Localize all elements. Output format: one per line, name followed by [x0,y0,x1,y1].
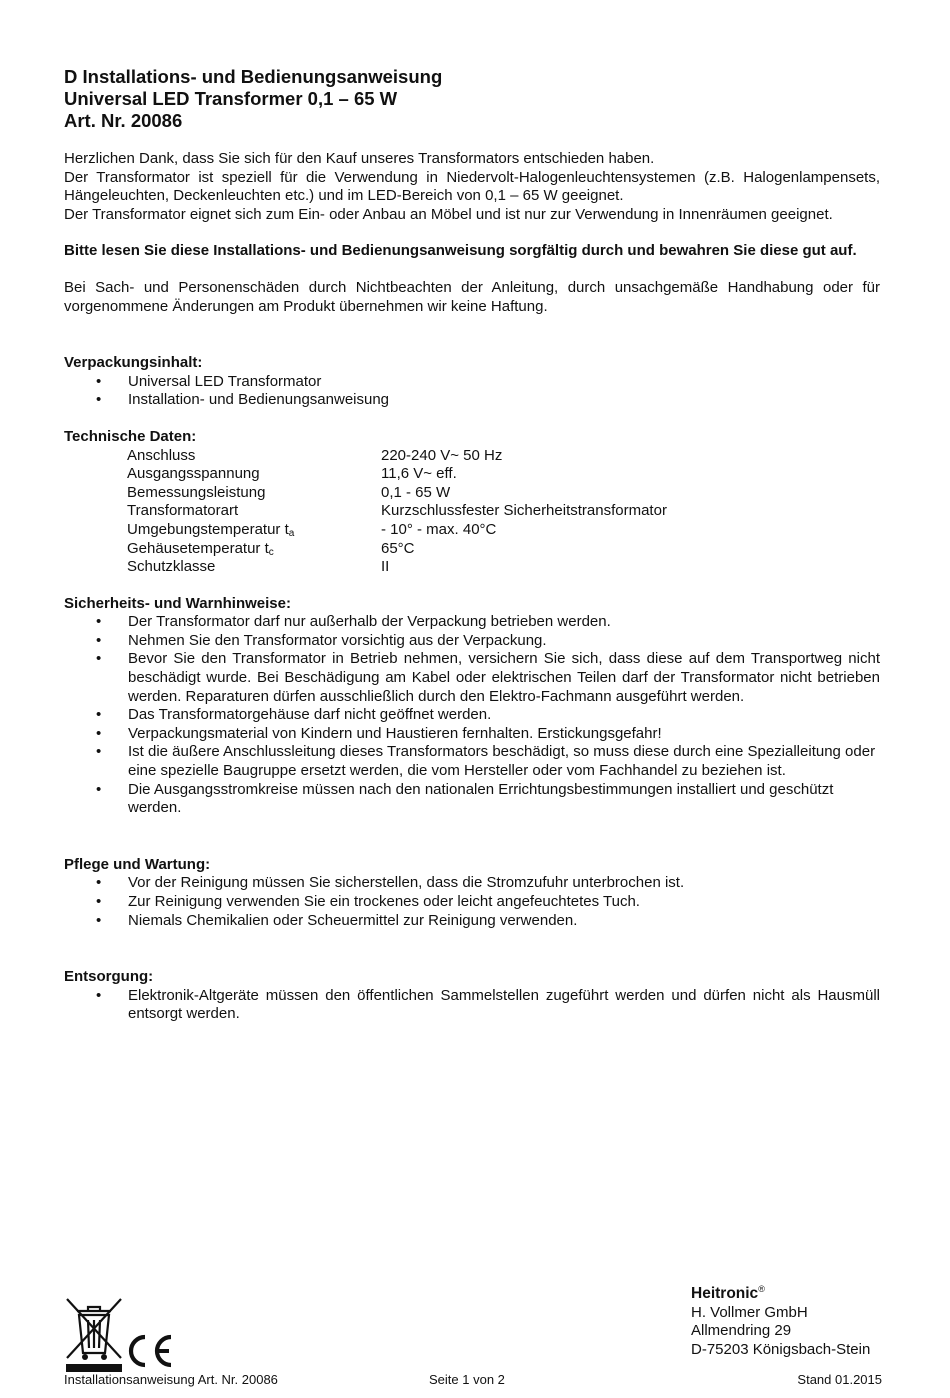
title-line-2: Universal LED Transformer 0,1 – 65 W [64,88,398,109]
bullet-icon: • [96,911,102,929]
weee-crossed-bin-icon [64,1296,126,1379]
liability-note: Bei Sach- und Personenschäden durch Nichtbeachten der Anleitung, durch unsachgemäße Handhabung oder für vorgenommene Änderungen am Produkt übernehmen wir keine Haftung. [64,278,880,315]
safety-list [64,613,880,818]
company-name: H. Vollmer GmbH [691,1303,808,1321]
bullet-icon: • [96,743,102,761]
intro-paragraph-3: Der Transformator eignet sich zum Ein- oder Anbau an Möbel und ist nur zur Verwendung in Innenräumen geeignet. [64,205,833,223]
bullet-icon: • [96,893,102,910]
packaging-list [64,373,880,410]
spec-row: Transformatorart Kurzschlussfester Sicherheitstransformator [127,502,667,520]
care-heading: Pflege und Wartung: [64,855,211,873]
care-list [64,874,880,930]
bullet-icon: • [96,631,102,649]
list-item: • Zur Reinigung verwenden Sie ein trockenes oder leicht angefeuchtetes Tuch. [96,893,640,910]
bullet-icon: • [96,874,102,892]
read-notice: Bitte lesen Sie diese Installations- und Bedienungsanweisung sorgfältig durch und bewahren Sie diese gut auf. [64,242,857,260]
document-body [64,150,880,1024]
list-item: • Elektronik-Altgeräte müssen den öffentlichen Sammelstellen zugeführt werden und dürfen nicht als Hausmüll entsorgt werden. [96,986,880,1023]
list-item: • Das Transformatorgehäuse darf nicht geöffnet werden. [96,706,492,724]
safety-heading: Sicherheits- und Warnhinweise: [64,594,291,612]
list-item: • Bevor Sie den Transformator in Betrieb nehmen, versichern Sie sich, dass diese auf dem Transportweg nicht beschädigt wurde. Bei Beschädigung am Kabel oder elektrischen Teilen darf der Transformator nicht betrieben werden. Reparaturen dürfen ausschließlich durch den Elektro-Fachmann ausgeführt werden. [96,650,880,705]
footer-page-number: Seite 1 von 2 [429,1372,505,1387]
bullet-icon: • [96,372,102,390]
disposal-heading: Entsorgung: [64,968,154,986]
title-line-1: D Installations- und Bedienungsanweisung [64,66,443,87]
tech-heading: Technische Daten: [64,427,197,445]
spec-row: Umgebungstemperatur $t_a$ - 10° - max. 40°C [127,520,497,539]
bullet-icon: • [96,391,102,409]
company-brand: Heitronic® [691,1284,765,1302]
footer-date: Stand 01.2015 [797,1372,882,1387]
title-line-3: Art. Nr. 20086 [64,110,183,131]
list-item: • Vor der Reinigung müssen Sie sicherstellen, dass die Stromzufuhr unterbrochen ist. [96,874,685,892]
list-item: • Verpackungsmaterial von Kindern und Haustieren fernhalten. Erstickungsgefahr! [96,724,662,742]
list-item: • Niemals Chemikalien oder Scheuermittel zur Reinigung verwenden. [96,911,578,929]
intro-paragraph-1: Herzlichen Dank, dass Sie sich für den Kauf unseres Transformators entschieden haben. [64,150,655,167]
spec-row: Bemessungsleistung 0,1 - 65 W [127,483,451,501]
spec-row: Gehäusetemperatur $t_c$ 65°C [127,539,415,558]
disposal-list [64,987,880,1024]
bullet-icon: • [96,986,102,1004]
list-item: • Die Ausgangsstromkreise müssen nach den nationalen Errichtungsbestimmungen installiert und geschützt werden. [96,780,834,817]
bullet-icon: • [96,780,102,798]
list-item: • Installation- und Bedienungsanweisung [96,391,390,409]
company-address [691,1285,870,1359]
bullet-icon: • [96,650,102,668]
spec-row: Schutzklasse II [127,558,390,576]
list-item: • Der Transformator darf nur außerhalb der Verpackung betrieben werden. [96,613,611,631]
intro-paragraph-2: Der Transformator ist speziell für die Verwendung in Niedervolt-Halogenleuchtensystemen (z.B. Halogenlampensets, Hängeleuchten, Deckenleuchten etc.) und im LED-Bereich von 0,1 – 65 W geeignet. [64,168,880,205]
document-title [64,66,884,132]
spec-row: Ausgangsspannung 11,6 V~ eff. [127,465,457,483]
bullet-icon: • [96,706,102,724]
list-item: • Universal LED Transformator [96,372,322,390]
tech-spec-table [127,447,880,577]
ce-mark-icon [124,1333,176,1374]
company-city: D-75203 Königsbach-Stein [691,1340,871,1358]
bullet-icon: • [96,724,102,742]
list-item: • Ist die äußere Anschlussleitung dieses Transformators beschädigt, so muss diese durch eine Spezialleitung oder eine spezielle Baugruppe ersetzt werden, die vom Hersteller oder vom Fachhandel zu beziehen ist. [96,743,876,780]
bullet-icon: • [96,613,102,631]
spec-row: Anschluss 220-240 V~ 50 Hz [127,446,503,464]
list-item: • Nehmen Sie den Transformator vorsichtig aus der Verpackung. [96,631,547,649]
footer-doc-ref: Installationsanweisung Art. Nr. 20086 [64,1372,278,1387]
company-street: Allmendring 29 [691,1322,792,1340]
packaging-heading: Verpackungsinhalt: [64,354,203,372]
